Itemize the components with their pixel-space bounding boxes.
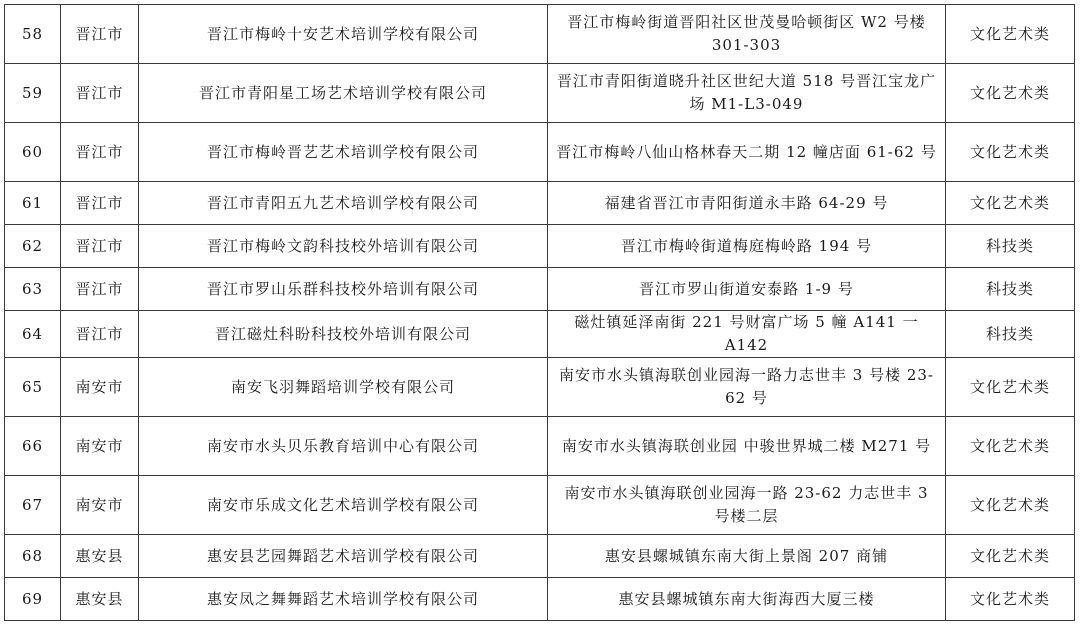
city-cell: 南安市 xyxy=(61,417,139,476)
row-number: 67 xyxy=(5,476,61,535)
table-row xyxy=(5,64,1075,123)
category-cell: 文化艺术类 xyxy=(946,182,1075,225)
city-cell: 晋江市 xyxy=(61,311,139,358)
address-cell: 惠安县螺城镇东南大街上景阁 207 商铺 xyxy=(548,535,946,578)
address-cell: 晋江市梅岭街道晋阳社区世茂曼哈顿街区 W2 号楼 301-303 xyxy=(548,5,946,64)
company-name-cell: 晋江市罗山乐群科技校外培训有限公司 xyxy=(139,268,548,311)
address-cell: 晋江市梅岭街道梅庭梅岭路 194 号 xyxy=(548,225,946,268)
row-number: 65 xyxy=(5,358,61,417)
category-cell: 科技类 xyxy=(946,311,1075,358)
city-cell: 晋江市 xyxy=(61,182,139,225)
address-cell: 福建省晋江市青阳街道永丰路 64-29 号 xyxy=(548,182,946,225)
category-cell: 科技类 xyxy=(946,225,1075,268)
city-cell: 晋江市 xyxy=(61,268,139,311)
company-name-cell: 南安市乐成文化艺术培训学校有限公司 xyxy=(139,476,548,535)
address-cell: 晋江市罗山街道安泰路 1-9 号 xyxy=(548,268,946,311)
company-name-cell: 晋江市青阳星工场艺术培训学校有限公司 xyxy=(139,64,548,123)
city-cell: 晋江市 xyxy=(61,123,139,182)
row-number: 68 xyxy=(5,535,61,578)
company-name-cell: 晋江市梅岭晋艺艺术培训学校有限公司 xyxy=(139,123,548,182)
company-name-cell: 惠安县艺园舞蹈艺术培训学校有限公司 xyxy=(139,535,548,578)
table-row xyxy=(5,225,1075,268)
address-cell: 南安市水头镇海联创业园海一路 23-62 力志世丰 3 号楼二层 xyxy=(548,476,946,535)
city-cell: 惠安县 xyxy=(61,578,139,621)
table-row xyxy=(5,358,1075,417)
table-row xyxy=(5,417,1075,476)
table-row xyxy=(5,311,1075,358)
table-row xyxy=(5,476,1075,535)
company-name-cell: 南安飞羽舞蹈培训学校有限公司 xyxy=(139,358,548,417)
category-cell: 文化艺术类 xyxy=(946,64,1075,123)
row-number: 61 xyxy=(5,182,61,225)
table-row xyxy=(5,123,1075,182)
table-row xyxy=(5,578,1075,621)
company-name-cell: 晋江磁灶科盼科技校外培训有限公司 xyxy=(139,311,548,358)
city-cell: 晋江市 xyxy=(61,64,139,123)
table-row xyxy=(5,5,1075,64)
city-cell: 南安市 xyxy=(61,476,139,535)
company-name-cell: 南安市水头贝乐教育培训中心有限公司 xyxy=(139,417,548,476)
company-name-cell: 晋江市梅岭文韵科技校外培训有限公司 xyxy=(139,225,548,268)
city-cell: 南安市 xyxy=(61,358,139,417)
category-cell: 文化艺术类 xyxy=(946,5,1075,64)
row-number: 63 xyxy=(5,268,61,311)
address-cell: 晋江市青阳街道晓升社区世纪大道 518 号晋江宝龙广场 M1-L3-049 xyxy=(548,64,946,123)
city-cell: 晋江市 xyxy=(61,225,139,268)
table-body xyxy=(5,5,1075,621)
table-row xyxy=(5,268,1075,311)
category-cell: 文化艺术类 xyxy=(946,476,1075,535)
company-name-cell: 晋江市青阳五九艺术培训学校有限公司 xyxy=(139,182,548,225)
category-cell: 文化艺术类 xyxy=(946,578,1075,621)
row-number: 66 xyxy=(5,417,61,476)
category-cell: 科技类 xyxy=(946,268,1075,311)
row-number: 58 xyxy=(5,5,61,64)
address-cell: 南安市水头镇海联创业园 中骏世界城二楼 M271 号 xyxy=(548,417,946,476)
table-row xyxy=(5,535,1075,578)
company-name-cell: 惠安凤之舞舞蹈艺术培训学校有限公司 xyxy=(139,578,548,621)
institution-table xyxy=(4,4,1075,621)
row-number: 64 xyxy=(5,311,61,358)
row-number: 60 xyxy=(5,123,61,182)
company-name-cell: 晋江市梅岭十安艺术培训学校有限公司 xyxy=(139,5,548,64)
category-cell: 文化艺术类 xyxy=(946,123,1075,182)
category-cell: 文化艺术类 xyxy=(946,417,1075,476)
city-cell: 惠安县 xyxy=(61,535,139,578)
category-cell: 文化艺术类 xyxy=(946,535,1075,578)
address-cell: 惠安县螺城镇东南大街海西大厦三楼 xyxy=(548,578,946,621)
address-cell: 磁灶镇延泽南街 221 号财富广场 5 幢 A141 一 A142 xyxy=(548,311,946,358)
category-cell: 文化艺术类 xyxy=(946,358,1075,417)
address-cell: 南安市水头镇海联创业园海一路力志世丰 3 号楼 23-62 号 xyxy=(548,358,946,417)
address-cell: 晋江市梅岭八仙山格林春天二期 12 幢店面 61-62 号 xyxy=(548,123,946,182)
row-number: 69 xyxy=(5,578,61,621)
row-number: 59 xyxy=(5,64,61,123)
table-row xyxy=(5,182,1075,225)
city-cell: 晋江市 xyxy=(61,5,139,64)
row-number: 62 xyxy=(5,225,61,268)
